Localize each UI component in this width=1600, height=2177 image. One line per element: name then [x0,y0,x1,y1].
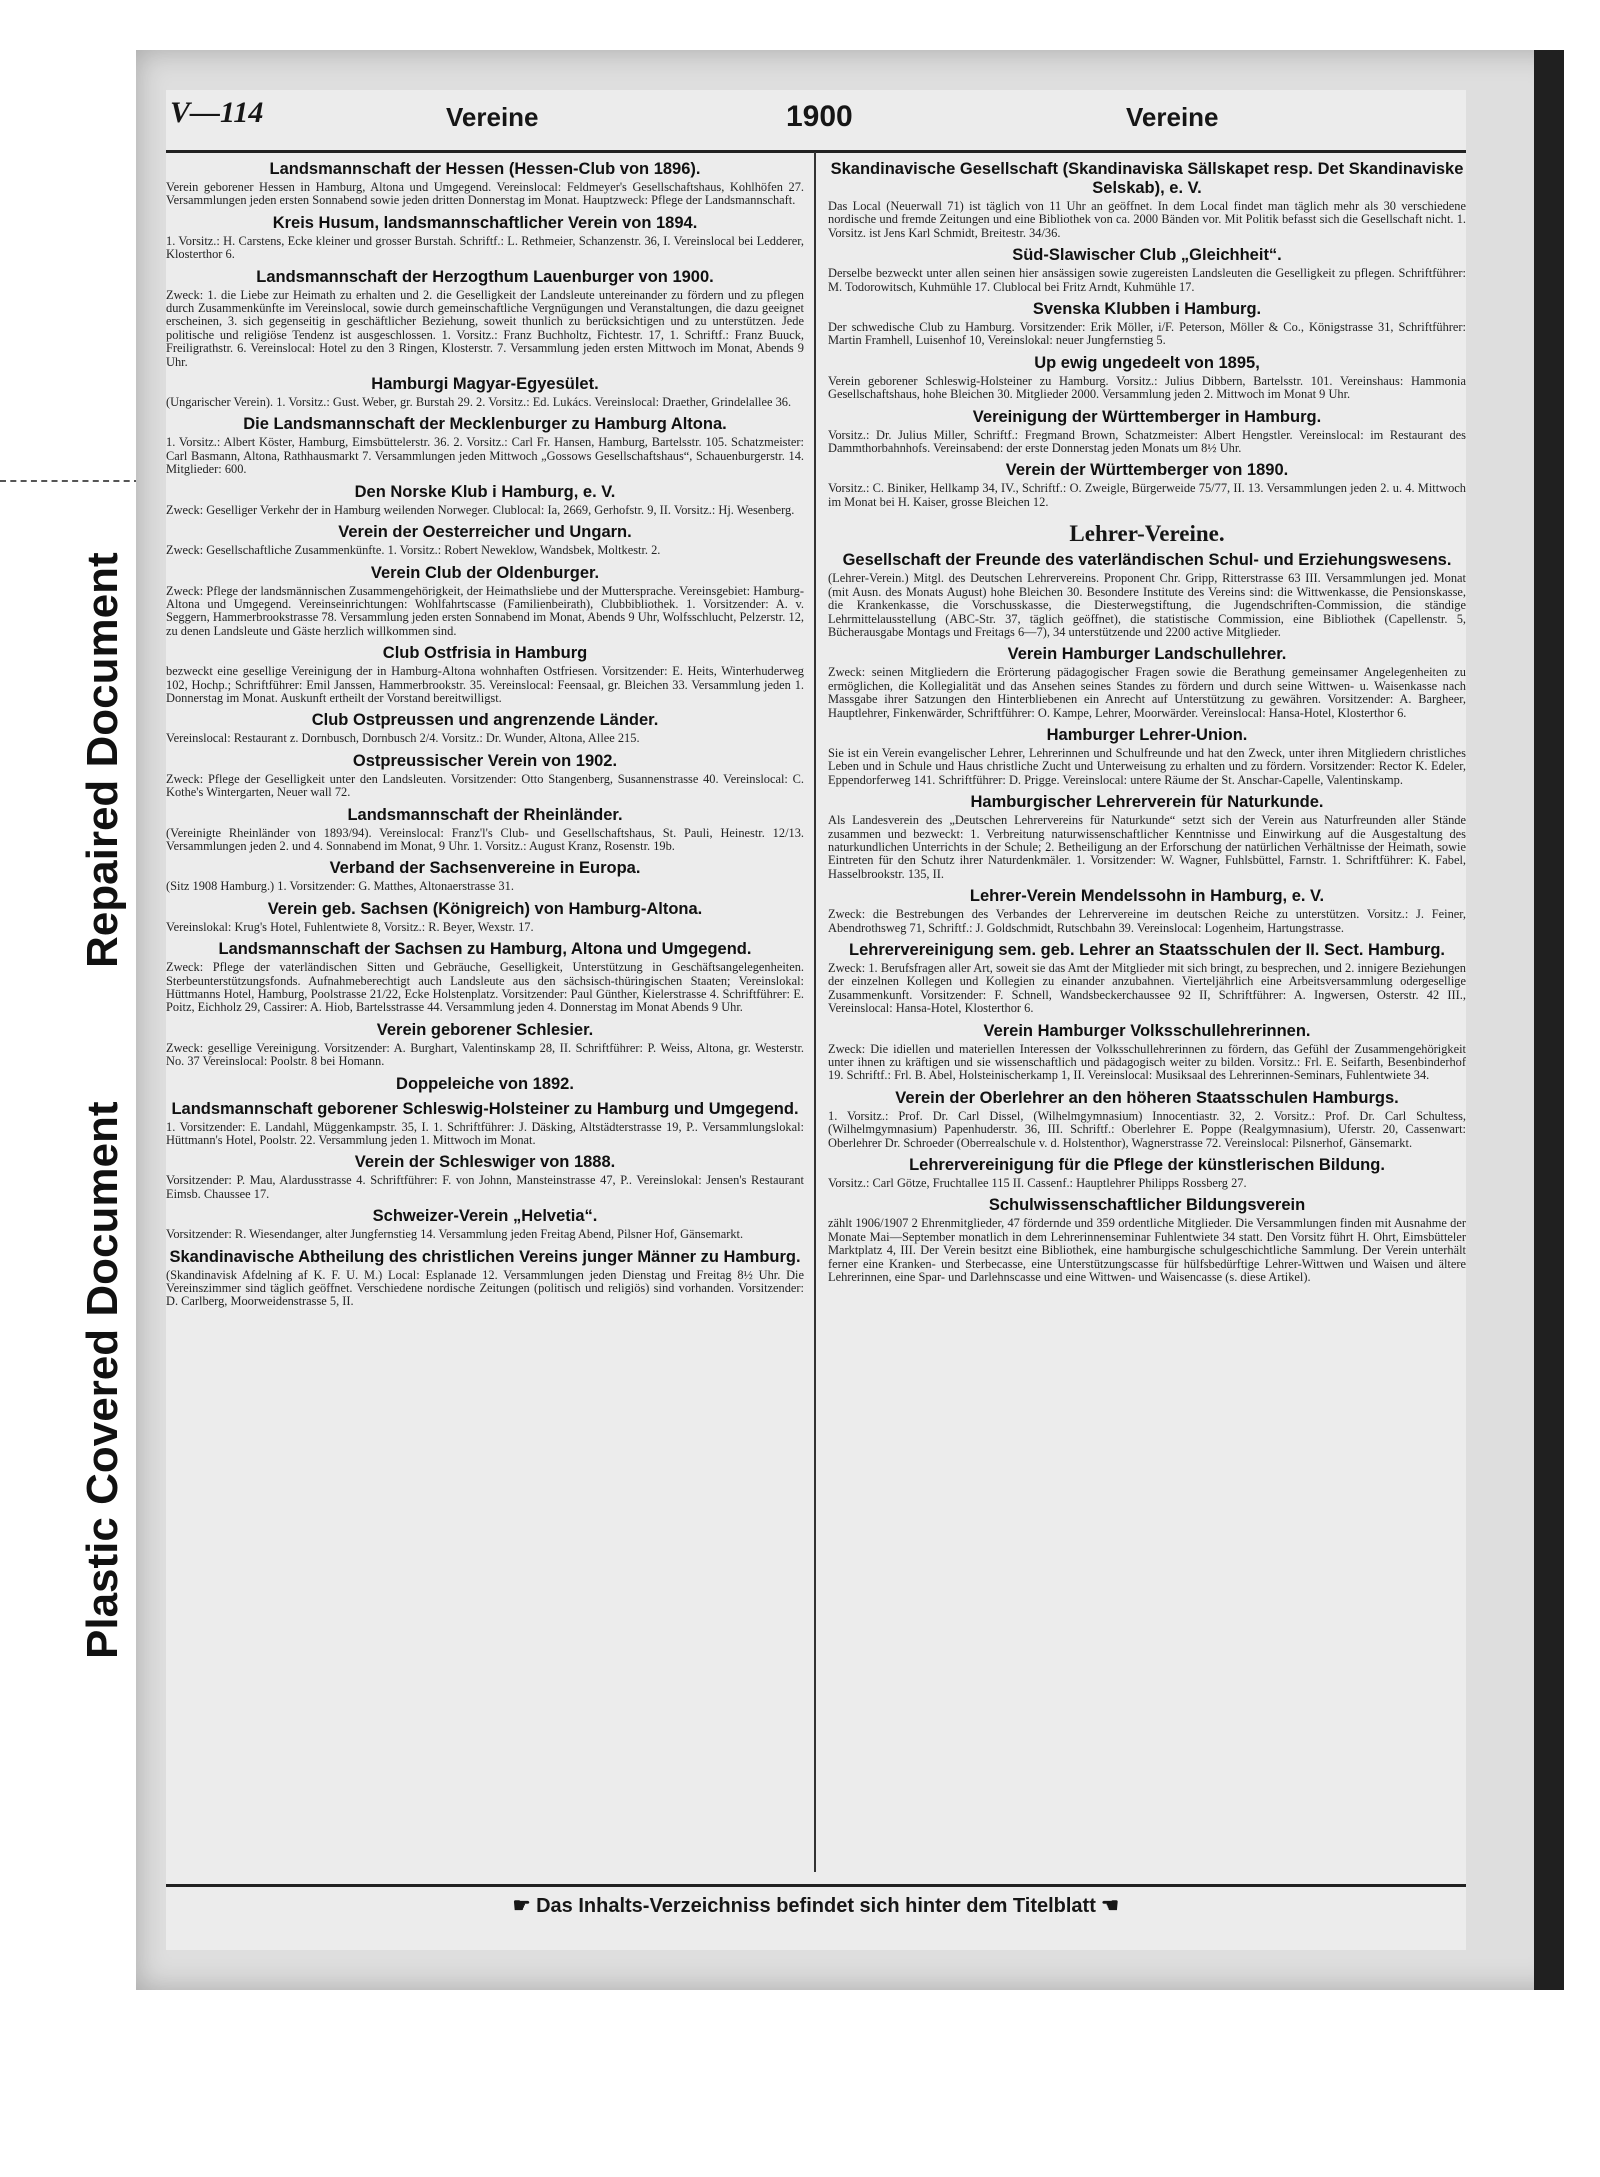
association-name: Club Ostpreussen und angrenzende Länder. [311,711,659,730]
association-entry [166,1075,804,1094]
association-entry [828,1089,1466,1150]
footer-notice [166,1884,1466,1918]
association-entry [828,551,1466,639]
association-details: Zweck: 1. die Liebe zur Heimath zu erhalten und 2. die Geselligkeit der Landsleute untereinander zu fördern und zu pflegen durch Zusammenkünfte im Vereinslocal, sowie durch gemeinschaftliche Vergnügungen und Veranstaltungen, die dazu geeignet erscheinen, 3. sich gegenseitig in geschäftlicher Beziehung, soweit thunlich zu berücksichtigen und zu unterstützen. Jede politische und religiöse Tendenz ist ausgeschlossen. 1. Vorsitz.: Franz Buchholtz, Fichtestr. 17, 1. Schriftf.: Franz Buuck, Freiligrathstr. 6. Vereinslocal: Hotel zu den 3 Ringen, Klosterstr. 7. Versammlung jeden ersten Mittwoch im Monat, Abends 9 Uhr. [166,287,804,369]
association-details: Zweck: Geselliger Verkehr der in Hamburg weilenden Norweger. Clublocal: Ia, 2669, Gerhofstr. 9, II. Vorsitz.: Hj. Wesenberg. [166,502,795,517]
association-entry [166,900,804,934]
association-name: Skandinavische Abtheilung des christlichen Vereins junger Männer zu Hamburg. [169,1247,801,1266]
association-name: Verein geb. Sachsen (Königreich) von Hamburg-Altona. [267,899,703,918]
association-name: Landsmannschaft der Herzogthum Lauenburger von 1900. [256,267,714,286]
association-entry [166,268,804,369]
association-entry [166,1021,804,1069]
association-entry [166,1248,804,1309]
dashed-margin-mark [0,480,140,482]
header-year: 1900 [786,100,853,133]
association-details: Vereinslocal: Restaurant z. Dornbusch, Dornbusch 2/4. Vorsitz.: Dr. Wunder, Altona, Allee 215. [166,731,640,746]
association-details: Zweck: Pflege der Geselligkeit unter den Landsleuten. Vorsitzender: Otto Stangenberg, Susannenstrasse 40. Vereinslocal: C. Kothe's Wintergarten, Neuer wall 72. [166,771,804,800]
association-name: Süd-Slawischer Club „Gleichheit“. [1012,246,1282,265]
association-name: Lehrervereinigung sem. geb. Lehrer an Staatsschulen der II. Sect. Hamburg. [848,941,1445,959]
association-entry [828,461,1466,509]
association-entry [828,1196,1466,1284]
association-entry [166,1153,804,1201]
association-name: Landsmannschaft geborener Schleswig-Holsteiner zu Hamburg und Umgegend. [171,1099,799,1118]
association-name: Verein geborener Schlesier. [376,1020,594,1039]
association-entry [828,160,1466,240]
association-details: 1. Vorsitz.: Albert Köster, Hamburg, Eimsbüttelerstr. 36. 2. Vorsitz.: Carl Fr. Hansen, Hamburg, Bartelsstr. 105. Schatzmeister: Carl Basmann, Altona, Rathhausmarkt 7. Versammlungen jeden Mittwoch „Gossows Gesellschaftshaus“, Schauenburgerstr. 14. Mitglieder: 600. [166,435,804,477]
association-entry [828,941,1466,1016]
association-name: Svenska Klubben i Hamburg. [1032,300,1262,319]
association-entry [166,160,804,208]
association-details: Zweck: 1. Berufsfragen aller Art, soweit sie das Amt der Mitglieder mit sich bringt, zu besprechen, und 2. innigere Beziehungen der einzelnen Kollegen und Kollegien zu einander anzubahnen. Vierteljährlich eine Arbeitsversammlung odergesellige Zusammenkunft. Vorsitzender: F. Schnell, Wandsbeckerchaussee 92 II, Schriftführer: A. Ingwersen, Osterstr. 42 III., Vereinslocal: Hansa-Hotel, Klosterthor 6. [828,961,1466,1016]
association-details: zählt 1906/1907 2 Ehrenmitglieder, 47 fördernde und 359 ordentliche Mitglieder. Die Versammlungen finden mit Ausnahme der Monate Mai—September monatlich in dem Lehrerinnenseminar Fuhlentwiete 34 statt. Den Vorsitz führt H. Ohrt, Eimsbütteler Marktplatz 4, III. Der Verein besitzt eine Bibliothek, eine hamburgische schulgeschichtliche Sammlung. Der Verein unterhält ferner eine Kranken- und Sterbecasse, eine Unterstützungscasse für hülfsbedürftige Lehrer-Wittwen und Waisen und ältere Lehrerinnen, eine Spar- und Darlehnscasse und eine Wittwen- und Waisencasse (s. diese Artikel). [828,1216,1466,1285]
association-entry [166,483,804,517]
association-name: Vereinigung der Württemberger in Hamburg. [972,407,1322,426]
association-details: Sie ist ein Verein evangelischer Lehrer, Lehrerinnen und Schulfreunde und hat den Zweck, unter ihren Mitgliedern christliches Leben und in Schule und Haus christliche Zucht und Unterweisung zu erhalten und zu fördern. Vorsitzender: Rector K. Edeler, Eppendorferweg 141. Schriftführer: D. Prigge. Vereinslocal: untere Räume der St. Anschar-Capelle, Valentinskamp. [828,745,1466,787]
association-name: Landsmannschaft der Sachsen zu Hamburg, Altona und Umgegend. [218,940,752,959]
association-entry [828,793,1466,881]
association-entry [166,415,804,476]
right-column [828,160,1466,1870]
association-details: Vorsitzender: R. Wiesendanger, alter Jungfernstieg 14. Versammlung jeden Freitag Abend, Pilsner Hof, Gänsemarkt. [166,1227,744,1242]
association-details: Vorsitz.: C. Biniker, Hellkamp 34, IV., Schriftf.: O. Zweigle, Bürgerweide 75/77, II. 13. Versammlungen jeden 2. u. 4. Mittwoch im Monat bei H. Kaiser, grosse Bleichen 12. [828,481,1466,509]
association-details: Vereinslokal: Krug's Hotel, Fuhlentwiete 8, Vorsitz.: R. Beyer, Wexstr. 17. [166,919,534,934]
association-details: (Skandinavisk Afdelning af K. F. U. M.) Local: Esplanade 12. Versammlungen jeden Dienstag und Freitag 8½ Uhr. Die Vereinszimmer sind täglich geöffnet. Verschiedene nordische Zeitungen (politisch und religiös) sind vorhanden. Vorsitzender: D. Carlberg, Moorweidenstrasse 5, II. [166,1267,804,1309]
association-name: Verein der Oberlehrer an den höheren Staatsschulen Hamburgs. [895,1088,1399,1107]
association-name: Landsmannschaft der Rheinländer. [347,805,623,824]
association-entry [828,246,1466,294]
association-details: Vorsitzender: P. Mau, Alardusstrasse 4. Schriftführer: F. von Johnn, Mansteinstrasse 47, P.. Vereinslokal: Jensen's Restaurant Eimsb. Chaussee 17. [166,1173,804,1201]
association-entry [828,645,1466,720]
association-details: Verein geborener Schleswig-Holsteiner zu Hamburg. Vorsitz.: Julius Dibbern, Bartelsstr. 101. Vereinshaus: Hammonia Gesellschaftshaus, hohe Bleichen 30. Mitglieder 2000. Versammlung jeden 2. Mittwoch im Monat 9 Uhr. [828,373,1466,402]
association-name: Die Landsmannschaft der Mecklenburger zu Hamburg Altona. [243,415,727,434]
association-details: Zweck: gesellige Vereinigung. Vorsitzender: A. Burghart, Valentinskamp 28, II. Schriftführer: P. Weiss, Altona, gr. Westerstr. No. 37 Vereinslocal: Poolstr. 8 bei Homann. [166,1040,804,1069]
association-name: Up ewig ungedeelt von 1895, [1034,353,1260,372]
association-details: Der schwedische Club zu Hamburg. Vorsitzender: Erik Möller, i/F. Peterson, Möller & Co., Königstrasse 31, Schriftführer: Martin Framhell, Luisenhof 10, Vereinslokal: neuer Jungfernstieg 5. [828,320,1466,348]
association-name: Lehrervereinigung für die Pflege der künstlerischen Bildung. [909,1156,1385,1175]
association-entry [166,859,804,893]
pointing-hand-icon: ☛ [512,1895,531,1917]
directory-page [166,90,1466,1950]
association-entry [166,1207,804,1241]
association-name: Lehrer-Verein Mendelssohn in Hamburg, e. V. [969,887,1325,906]
association-details: (Lehrer-Verein.) Mitgl. des Deutschen Lehrervereins. Proponent Chr. Gripp, Ritterstrasse 63 III. Versammlungen jed. Monat (mit Ausn. des Monats August) hohe Bleichen 30. Besondere Institute des Vereins sind: die Wittwenkasse, die Pensionskasse, die Krankenkasse, die Vorschusskasse, die Diesterwegstiftung, die Jugendschriften-Commission, die ständige Lehrmittelausstellung (ABC-Str. 37, täglich geöffnet), die statistische Commission, eine Bibliothek (Capellenstr. 5, Bücherausgabe Montags und Freitags 6—7), 34 unterstützende und 2200 active Mitglieder. [828,571,1466,639]
association-details: (Vereinigte Rheinländer von 1893/94). Vereinslocal: Franz'l's Club- und Gesellschaftshaus, St. Pauli, Heinestr. 12/13. Versammlungen jeden 2. und 4. Sonnabend im Monat, 9 Uhr. 1. Vorsitz.: August Kranz, Rosenstr. 19b. [166,825,804,853]
scan-dark-edge [1534,50,1564,1990]
association-entry [828,300,1466,348]
association-details: (Sitz 1908 Hamburg.) 1. Vorsitzender: G. Matthes, Altonaerstrasse 31. [166,879,514,894]
association-entry [166,752,804,800]
association-entry [166,1100,804,1148]
section-heading: Lehrer-Vereine. [1069,521,1225,547]
association-name: Verein der Schleswiger von 1888. [354,1153,616,1172]
association-entry [166,375,804,409]
association-name: Kreis Husum, landsmannschaftlicher Verein von 1894. [272,213,698,232]
page-header [166,90,1466,153]
association-details: bezweckt eine gesellige Vereinigung der in Hamburg-Altona wohnhaften Ostfriesen. Vorsitzender: E. Heits, Winterhuderweg 102, Hochp.; Schriftführer: Emil Janssen, Hammerbrookstr. 35. Vereinslocal: Feensaal, gr. Bleichen 33. Versammlung jeden 1. Donnerstag im Monat. Auskunft ertheilt der Vorstand bereitwilligst. [166,664,804,705]
association-details: Zweck: seinen Mitgliedern die Erörterung pädagogischer Fragen sowie die Berathung gemeinsamer Angelegenheiten zu ermöglichen, die Kollegialität und das Ansehen seines Standes zu fördern und durch seine Wittwen- u. Waisenkasse nach Massgabe ihrer Satzungen den Hinterbliebenen ein Anrecht auf Unterstützung zu gewähren. Vorsitzender: A. Bargheer, Hauptlehrer, Finkenwärder, Schriftführer: O. Kampe, Lehrer, Moorwärder. Vereinslocal: Hansa-Hotel, Klosterthor 6. [828,665,1466,720]
association-details: Verein geborener Hessen in Hamburg, Altona und Umgegend. Vereinslocal: Feldmeyer's Gesellschaftshaus, Kohlhöfen 27. Versammlungen jeden ersten Sonnabend sowie jeden dritten Donnerstag im Monat. Hauptzweck: Pflege der Landsmannschaft. [166,180,804,208]
association-name: Verein Club der Oldenburger. [370,563,600,582]
association-name: Hamburgi Magyar-Egyesület. [371,375,599,394]
association-details: Vorsitz.: Dr. Julius Miller, Schriftf.: Fregmand Brown, Schatzmeister: Albert Hengstler. Vereinslocal: im Restaurant des Dammthorbahnhofs. Vereinsabend: der erste Donnerstag jeden Monats um 8½ Uhr. [828,427,1466,456]
association-entry [166,564,804,639]
association-details: 1. Vorsitzender: E. Landahl, Müggenkampstr. 35, I. 1. Schriftführer: J. Däsking, Altstädterstrasse 19, P.. Versammlungslokal: Hüttmann's Hotel, Poolstr. 22. Versammlung jeden 1. Mittwoch im Monat. [166,1119,804,1148]
association-details: (Ungarischer Verein). 1. Vorsitz.: Gust. Weber, gr. Burstah 29. 2. Vorsitz.: Ed. Lukács. Vereinslocal: Draether, Grindelallee 36. [166,395,792,410]
association-name: Schulwissenschaftlicher Bildungsverein [988,1196,1306,1215]
repaired-document-label: Repaired Document [78,552,127,968]
association-entry [828,1022,1466,1083]
association-name: Skandinavische Gesellschaft (Skandinaviska Sällskapet resp. Det Skandinaviske Selskab), e. V. [830,160,1464,197]
association-details: 1. Vorsitz.: Prof. Dr. Carl Dissel, (Wilhelmgymnasium) Innocentiastr. 32, 2. Vorsitz.: Prof. Dr. Carl Schultess, (Wilhelmgymnasium) Papenhuderstr. 36, III. Schriftf.: Oberlehrer E. Poppe (Realgymnasium), Uferstr. 20, Cassenwart: Oberlehrer Dr. Schroeder (Oberrealschule v. d. Holstenthor), Wagnerstrasse 72. Vereinslocal: Pilsnerhof, Gänsemarkt. [828,1108,1466,1150]
association-name: Verein Hamburger Volksschullehrerinnen. [983,1021,1311,1040]
association-entry [828,887,1466,935]
association-details: Zweck: Gesellschaftliche Zusammenkünfte. 1. Vorsitz.: Robert Neweklow, Wandsbek, Moltkestr. 2. [166,543,661,558]
association-entry [166,806,804,854]
pointing-hand-icon: ☛ [1101,1895,1120,1917]
association-details: Vorsitz.: Carl Götze, Fruchtallee 115 II. Cassenf.: Hauptlehrer Philipps Rossberg 27. [828,1176,1247,1191]
page-number: V—114 [170,96,264,129]
association-entry [828,1156,1466,1190]
association-entry [166,940,804,1015]
header-right-title: Vereine [1126,102,1219,132]
association-name: Verein Hamburger Landschullehrer. [1007,645,1287,664]
association-name: Verband der Sachsenvereine in Europa. [329,859,641,878]
association-entry [166,644,804,705]
column-divider [814,152,816,1872]
association-name: Hamburger Lehrer-Union. [1046,725,1248,744]
association-entry [166,523,804,557]
scanned-page [136,50,1564,1990]
association-details: Zweck: die Bestrebungen des Verbandes der Lehrervereine im deutschen Reiche zu unterstützen. Vorsitz.: J. Feiner, Abendrothsweg 71, Schriftf.: J. Goldschmidt, Rutschbahn 39. Vereinslocal: Logenheim, Hartungstrasse. [828,907,1466,935]
association-name: Club Ostfrisia in Hamburg [382,644,588,663]
association-details: Das Local (Neuerwall 71) ist täglich von 11 Uhr an geöffnet. In dem Local findet man täglich mehr als 30 verschiedene nordische und fremde Zeitungen und eine Bibliothek von ca. 2000 Bänden vor. Mit Politik befasst sich die Gesellschaft nicht. 1. Vorsitz. ist Jens Karl Schmidt, Breitestr. 34/36. [828,199,1466,240]
footer-text: Das Inhalts-Verzeichniss befindet sich hinter dem Titelblatt [536,1895,1096,1917]
association-details: Zweck: Die idiellen und materiellen Interessen der Volksschullehrerinnen zu fördern, das Gefühl der Zusammengehörigkeit unter ihnen zu kräftigen und sie wissenschaftlich und pädagogisch weiter zu bilden. Vorsitz.: Frl. E. Seifarth, Besenbinderhof 19. Schriftf.: Frl. B. Abel, Holsteinischerkamp 1, II. Vereinslocal: Musiksaal des Lehrerinnen-Seminars, Fuhlentwiete 34. [828,1041,1466,1083]
association-details: Zweck: Pflege der vaterländischen Sitten und Gebräuche, Geselligkeit, Unterstützung in Geschäftsangelegenheiten. Sterbeunterstützungsfonds. Aufnahmeberechtigt auch Landsleute aus den sächsisch-thüringischen Staaten; Vereinslokal: Hüttmanns Hotel, Hamburg, Poolstrasse 21/22, Ecke Holstenplatz. Vorsitzender: Paul Günther, Kielerstrasse 4. Schriftführer: E. Poitz, Eichholz 29, Cassirer: A. Hiob, Bartelsstrasse 44. Versammlung jeden 4. Donnerstag im Monat Abends 9 Uhr. [166,960,804,1015]
association-name: Schweizer-Verein „Helvetia“. [372,1207,598,1226]
association-details: Zweck: Pflege der landsmännischen Zusammengehörigkeit, der Heimathsliebe und der Muttersprache. Vereinsgebiet: Hamburg-Altona und Umgegend. Vereinseinrichtungen: Wohlfahrtscasse (Familienbeirath), Clubbibliothek. 1. Vorsitzender: A. v. Seggern, Hammerbrookstrasse 78. Versammlung jeden ersten Sonnabend im Monat, Abends 9 Uhr, Wolfsschlucht, Pelzerstr. 12, zu denen Landsleute und Gäste herzlich willkommen sind. [166,583,804,638]
association-entry [166,711,804,745]
association-name: Den Norske Klub i Hamburg, e. V. [354,482,616,501]
association-name: Hamburgischer Lehrerverein für Naturkunde. [970,793,1324,812]
association-details: Als Landesverein des „Deutschen Lehrervereins für Naturkunde“ setzt sich der Verein aus Naturfreunden aller Stände zusammen und bezweckt: 1. Verbreitung naturwissenschaftlicher Kenntnisse und Einwirkung auf die Ausgestaltung des naturkundlichen Unterrichts in der Schule; 2. Betheiligung an der Erforschung der natürlichen Verhältnisse der Heimath, sowie Eintreten für den Schutz ihrer Naturdenkmäler. 1. Vorsitzender: W. Wagner, Fuhlsbüttel, Farnstr. 1. Schriftführer: K. Fabel, Hasselbrookstr. 135, II. [828,813,1466,881]
association-details: Derselbe bezweckt unter allen seinen hier ansässigen sowie zugereisten Landsleuten die Geselligkeit zu pflegen. Schriftführer: M. Todorowitsch, Kuhmühle 17. Clublocal bei Fritz Arndt, Kuhmühle 17. [828,266,1466,294]
association-entry [828,354,1466,402]
association-name: Verein der Württemberger von 1890. [1005,461,1289,480]
association-entry [166,214,804,262]
header-left-title: Vereine [446,102,539,132]
plastic-covered-label: Plastic Covered Document [78,1101,127,1659]
association-name: Gesellschaft der Freunde des vaterländischen Schul- und Erziehungswesens. [842,551,1452,570]
association-entry [828,408,1466,456]
association-details: 1. Vorsitz.: H. Carstens, Ecke kleiner und grosser Burstah. Schriftf.: L. Rethmeier, Schanzenstr. 36, I. Vereinslocal bei Ledderer, Klosterthor 6. [166,233,804,262]
association-name: Ostpreussischer Verein von 1902. [352,751,618,770]
association-name: Doppeleiche von 1892. [396,1074,574,1093]
left-column [166,160,804,1870]
association-name: Verein der Oesterreicher und Ungarn. [338,523,632,542]
association-entry [828,726,1466,787]
association-name: Landsmannschaft der Hessen (Hessen-Club von 1896). [269,160,701,178]
